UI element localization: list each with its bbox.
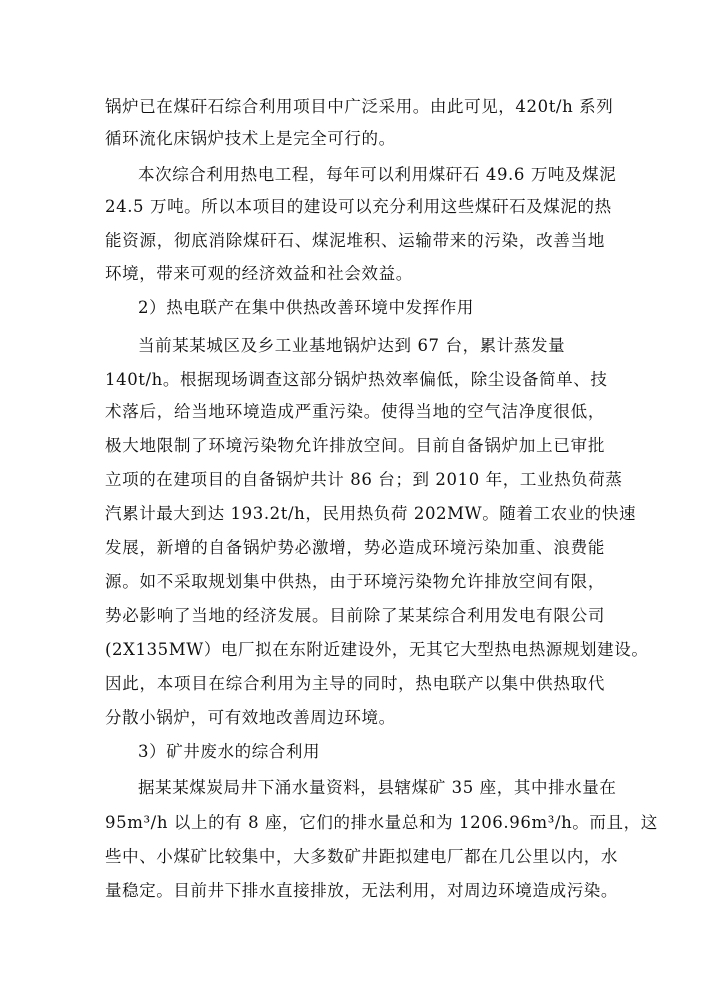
text-line-16: 势必影响了当地的经济发展。目前除了某某综合利用发电有限公司 [105, 606, 605, 625]
text-line-23: 些中、小煤矿比较集中，大多数矿井距拟建电厂都在几公里以内，水 [105, 847, 618, 866]
text-line-22: 95m³/h 以上的有 8 座，它们的排水量总和为 1206.96m³/h。而且，这 [105, 813, 658, 832]
text-line-17: (2X135MW）电厂拟在东附近建设外，无其它大型热电热源规划建设。 [105, 640, 649, 659]
text-line-4: 24.5 万吨。所以本项目的建设可以充分利用这些煤矸石及煤泥的热 [105, 197, 612, 216]
text-line-8: 当前某某城区及乡工业基地锅炉达到 67 台，累计蒸发量 [138, 336, 566, 355]
section-heading-2: 2）热电联产在集中供热改善环境中发挥作用 [138, 298, 474, 317]
text-line-11: 极大地限制了环境污染物允许排放空间。目前自备锅炉加上已审批 [105, 436, 605, 455]
text-line-2: 循环流化床锅炉技术上是完全可行的。 [105, 129, 396, 148]
text-line-9: 140t/h。根据现场调查这部分锅炉热效率偏低，除尘设备简单、技 [105, 370, 608, 389]
text-line-24: 量稳定。目前井下排水直接排放，无法利用，对周边环境造成污染。 [105, 881, 618, 900]
text-line-19: 分散小锅炉，可有效地改善周边环境。 [105, 708, 396, 727]
text-line-18: 因此，本项目在综合利用为主导的同时，热电联产以集中供热取代 [105, 674, 605, 693]
text-line-15: 源。如不采取规划集中供热，由于环境污染物允许排放空间有限， [105, 572, 605, 591]
text-line-10: 术落后，给当地环境造成严重污染。使得当地的空气洁净度很低， [105, 402, 605, 421]
text-line-3: 本次综合利用热电工程，每年可以利用煤矸石 49.6 万吨及煤泥 [138, 165, 617, 184]
section-heading-3: 3）矿井废水的综合利用 [138, 742, 321, 761]
text-line-6: 环境，带来可观的经济效益和社会效益。 [105, 264, 413, 283]
text-line-21: 据某某煤炭局井下涌水量资料，县辖煤矿 35 座，其中排水量在 [138, 778, 617, 797]
text-line-1: 锅炉已在煤矸石综合利用项目中广泛采用。由此可见，420t/h 系列 [105, 97, 614, 116]
text-line-5: 能资源，彻底消除煤矸石、煤泥堆积、运输带来的污染，改善当地 [105, 231, 605, 250]
text-line-13: 汽累计最大到达 193.2t/h，民用热负荷 202MW。随着工农业的快速 [105, 504, 637, 523]
text-line-12: 立项的在建项目的自备锅炉共计 86 台；到 2010 年，工业热负荷蒸 [105, 470, 623, 489]
text-line-14: 发展，新增的自备锅炉势必激增，势必造成环境污染加重、浪费能 [105, 538, 605, 557]
